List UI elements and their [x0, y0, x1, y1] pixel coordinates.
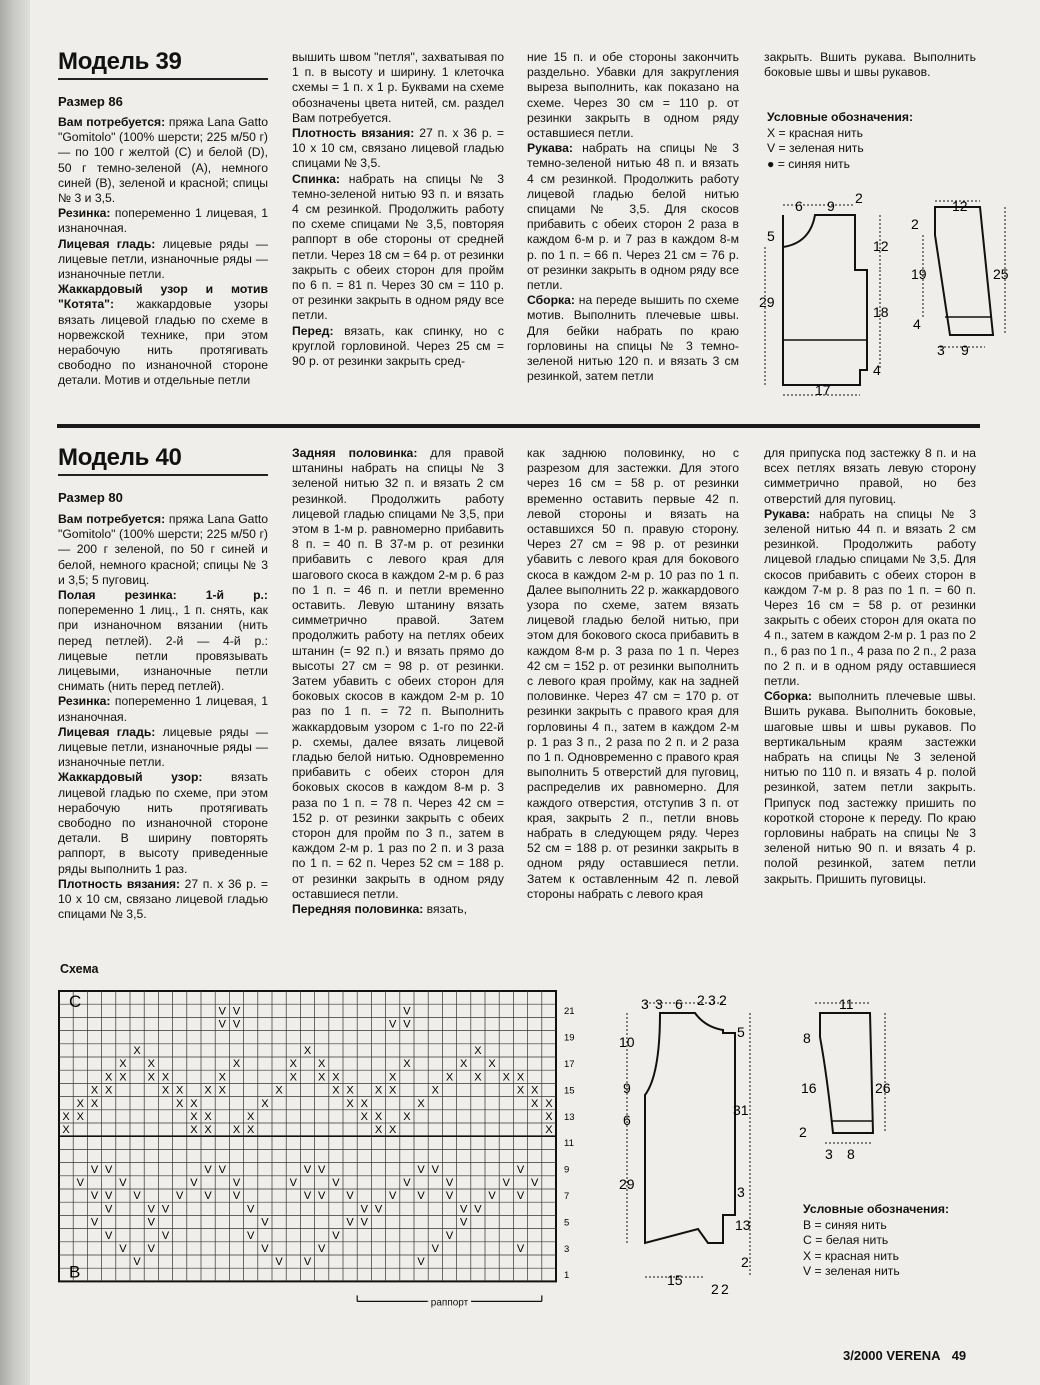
chart-symbol: X	[204, 1084, 212, 1097]
chart-symbol: X	[62, 1124, 70, 1137]
chart-symbol: X	[133, 1045, 141, 1057]
model39-size: Размер 86	[58, 94, 123, 109]
chart-symbol: V	[516, 1243, 525, 1255]
chart-symbol: X	[403, 1111, 411, 1123]
chart-symbol: X	[176, 1084, 184, 1097]
model39-col1-paragraph: Вам потребуется: пряжа Lana Gatto "Gomitolo" (100% шерсти; 225 м/50 г) — по 100 г желтой (С) и белой (D), 50 г темно-зеленой (А), немного синей (В), зеленой и красной; спицы № 3 и 3,5.	[58, 115, 269, 206]
chart-symbol: V	[119, 1177, 127, 1189]
chart-symbol: X	[374, 1084, 383, 1097]
chart-symbol: X	[105, 1071, 113, 1084]
chart-symbol: V	[431, 1243, 439, 1255]
chart-symbol: X	[247, 1124, 255, 1137]
footer-issue	[843, 1348, 966, 1363]
chart-symbol: X	[275, 1084, 283, 1097]
chart-symbol: X	[105, 1084, 113, 1097]
chart-symbol: X	[318, 1058, 326, 1071]
chart-symbol: V	[147, 1243, 155, 1255]
model39-body-top-3: 2	[855, 190, 863, 206]
model40-title: Модель 40	[58, 444, 182, 471]
chart-letter-top: C	[69, 991, 82, 1011]
chart-symbol: V	[346, 1216, 354, 1229]
chart-symbol: V	[261, 1243, 269, 1255]
model39-legend-red: Х = красная нить	[767, 125, 863, 140]
model40-sleeve-diagram	[795, 995, 905, 1165]
model40-body-top-5: 3	[708, 992, 716, 1008]
model40-body-right-5: 2	[741, 1254, 749, 1270]
model40-col1-paragraph: Плотность вязания: 27 п. х 36 р. = 10 х 10 см, связано лицевой гладью спицами № 3,5.	[58, 876, 268, 922]
model39-body-right-3: 4	[873, 362, 881, 378]
chart-symbol: V	[119, 1243, 127, 1255]
model39-sleeve-top: 12	[952, 198, 968, 214]
chart-symbol: V	[176, 1190, 184, 1203]
chart-symbol: V	[204, 1190, 212, 1203]
footer-page-number: 49	[951, 1348, 967, 1363]
chart-symbol: V	[232, 1190, 241, 1203]
model40-col1-paragraph: Полая резинка: 1-й р.: попеременно 1 лиц., 1 п. снять, как при изнаночном вязании (нить перед петлей). 2-й — 4-й р.: лицевые петли провязывать лицевыми, изнаночные петли снимать (нить перед петлей).	[58, 588, 268, 694]
chart-symbol: V	[318, 1163, 326, 1176]
chart-symbol: V	[403, 1177, 411, 1189]
chart-symbol: X	[460, 1058, 468, 1071]
chart-symbol: X	[204, 1111, 212, 1123]
chart-row-number: 11	[564, 1138, 574, 1150]
model39-col3-paragraph: Рукава: набрать на спицы № 3 темно-зеленой нитью 48 п. и вязать 4 см резинкой. Продолжить работу лицевой гладью белой нитью спицами № 3,5. Для скосов прибавить с обеих сторон 2 раза в каждом 6-м р. и 7 раз в каждом 8-м р. по 1 п. = 66 п. Через 21 см = 76 р. от резинки закрыть в одном ряду все петли.	[527, 141, 739, 293]
model40-sleeve-outline	[820, 1013, 873, 1133]
chart-symbol: V	[147, 1216, 155, 1229]
model40-col1-paragraph: Вам потребуется: пряжа Lana Gatto "Gomitolo" (100% шерсти; 225 м/50 г) — 200 г зеленой, по 50 г синей и белой, немного красной; спицы № 3 и 3,5; 5 пуговиц.	[58, 512, 269, 587]
model40-col2-paragraph: Задняя половинка: для правой штанины набрать на спицы № 3 зеленой нитью 32 п. и вязать 2 см резинкой. Продолжить работу лицевой гладью спицами № 3,5, при этом в 1-м р. равномерно прибавить 8 п. = 40 п. В 37-м р. от резинки прибавить с левого края для шагового скоса в каждом 2-м р. 6 раз по 1 п. = 46 п. и петли временно оставить. Левую штанину вязать симметрично правой. Затем продолжить работу на петлях обеих штанин (= 92 п.) и вязать прямо до высоты 27 см = 98 р. от резинки. Затем убавить с обеих сторон для боковых скосов в каждом 2-м р. 10 раз по 1 п. = 72 п. Выполнить жаккардовым узором с 1-го по 22-й р. схемы, далее вязать лицевой гладью белой нитью. Одновременно прибавить с обеих сторон для боковых скосов в каждом 8-м р. 3 раза по 1 п. = 78 п. Через 42 см = 152 р. от резинки закрыть с обеих сторон для пройм по 3 п., затем в каждом 2-м р. 1 раз по 2 п. и 3 раза по 1 п. = 62 п. Через 52 см = 188 р. от резинки закрыть в одном ряду оставшиеся петли.	[292, 446, 504, 901]
model40-column-4	[764, 446, 976, 887]
model39-legend-title: Условные обозначения:	[767, 110, 914, 124]
model40-body-bottom-1: 15	[667, 1272, 683, 1288]
chart-symbol: X	[474, 1071, 482, 1084]
model40-sleeve-bottom-2: 8	[847, 1146, 855, 1162]
chart-symbol: X	[346, 1097, 354, 1110]
model40-body-diagram	[605, 985, 775, 1305]
chart-symbol: V	[90, 1163, 99, 1176]
chart-row-number: 13	[564, 1111, 575, 1123]
model39-title-underline	[58, 78, 268, 80]
chart-row-number: 9	[564, 1164, 570, 1176]
model39-sleeve-bottom-2: 9	[961, 342, 969, 358]
page-spine-shadow	[0, 0, 30, 1385]
chart-symbol: X	[346, 1084, 354, 1097]
chart-symbol: V	[531, 1177, 539, 1189]
chart-symbol: X	[190, 1111, 198, 1123]
chart-symbol: X	[90, 1084, 99, 1097]
model40-body-top-2: 3	[655, 996, 663, 1012]
chart-symbol: V	[516, 1163, 525, 1176]
model40-title-underline	[58, 474, 268, 476]
model39-col4-paragraph: закрыть. Вшить рукава. Выполнить боковые швы и швы рукавов.	[764, 50, 976, 80]
chart-symbol: X	[374, 1124, 383, 1137]
model40-legend-red: Х = красная нить	[803, 1248, 899, 1263]
chart-symbol: V	[332, 1229, 340, 1242]
chart-letter-bottom: B	[69, 1262, 81, 1282]
chart-symbol: V	[417, 1163, 425, 1176]
model39-sleeve-right: 25	[993, 266, 1009, 282]
chart-symbol: X	[147, 1071, 155, 1084]
chart-symbol: X	[403, 1058, 411, 1071]
model40-body-bottom-2: 2	[711, 1281, 719, 1297]
chart-symbol: V	[161, 1203, 170, 1216]
chart-symbol: X	[76, 1097, 84, 1110]
chart-row-number: 17	[564, 1059, 575, 1070]
chart-symbol: V	[105, 1203, 113, 1216]
chart-symbol: X	[374, 1111, 383, 1123]
chart-symbol: V	[318, 1243, 326, 1255]
chart-symbol: X	[218, 1071, 226, 1084]
model40-column-1	[58, 512, 268, 922]
model40-body-right-4: 13	[735, 1217, 751, 1233]
chart-symbol: X	[431, 1084, 439, 1097]
chart-symbol: V	[431, 1163, 439, 1176]
chart-symbol: V	[247, 1229, 255, 1242]
model40-body-left-1: 10	[619, 1034, 635, 1050]
model39-col1-paragraph: Лицевая гладь: лицевые ряды — лицевые петли, изнаночные ряды — изнаночные петли.	[58, 236, 268, 282]
model39-sleeve-bottom-1: 3	[937, 342, 945, 358]
chart-symbol: V	[105, 1229, 113, 1242]
chart-symbol: X	[289, 1058, 297, 1071]
model40-col3-paragraph: как заднюю половинку, но с разрезом для застежки. Для этого через 16 см = 58 р. от резинки временно оставить первые 42 п. левой стороны и вязать на оставшихся 50 п. правую сторону. Через 27 см = 98 р. от резинки убавить с левого края для бокового скоса в каждом 2-м р. 10 раз по 1 п. Далее выполнить 22 р. жаккардового узора по схеме, затем вязать лицевой гладью белой нитью, при этом для бокового скоса прибавить в каждом 8-м р. 3 раза по 1 п. Через 42 см = 152 р. от резинки выполнить с левого края пройму, как на задней половинке. Через 47 см = 170 р. от резинки закрыть с правого края для горловины 4 п., затем в каждом 2-м р. 1 раз 3 п., 2 раза по 2 п. и 2 раза по 1 п. Одновременно с правого края выполнить 5 отверстий для пуговиц, распределив их равномерно. Для каждого отверстия, отступив 3 п. от края, закрыть 2 п., петли вновь набрать в следующем ряду. Через 52 см = 188 р. от резинки закрыть в одном ряду оставшиеся петли. Затем к оставленным 42 п. левой стороны набрать с левого края	[527, 446, 739, 901]
model39-col2-paragraph: Плотность вязания: 27 п. х 36 р. = 10 х 10 см, связано лицевой гладью спицами № 3,5.	[292, 126, 504, 171]
chart-row-number: 3	[564, 1243, 570, 1255]
chart-symbol: V	[417, 1256, 425, 1269]
chart-symbol: V	[232, 1005, 241, 1018]
chart-symbol: V	[516, 1190, 525, 1203]
chart-symbol: X	[218, 1084, 226, 1097]
chart-symbol: X	[161, 1084, 170, 1097]
model40-legend-green: V = зеленая нить	[803, 1264, 900, 1278]
footer-issue-name: 3/2000 VERENA	[843, 1348, 941, 1363]
chart-symbol: X	[389, 1084, 397, 1097]
chart-symbol: V	[90, 1190, 99, 1203]
chart-symbol: X	[417, 1097, 425, 1110]
model39-body-right-1: 12	[873, 238, 889, 254]
model40-legend-white: С = белая нить	[803, 1233, 889, 1247]
model39-col1-paragraph: Резинка: попеременно 1 лицевая, 1 изнаночная.	[58, 206, 268, 236]
model40-col1-paragraph: Лицевая гладь: лицевые ряды — лицевые петли, изнаночные ряды — изнаночные петли.	[58, 724, 268, 770]
model39-legend-green: V = зеленая нить	[767, 141, 864, 155]
chart-symbol: X	[176, 1097, 184, 1110]
model40-col1-paragraph: Резинка: попеременно 1 лицевая, 1 изнаночная.	[58, 694, 268, 724]
chart-symbol: X	[62, 1111, 70, 1123]
chart-symbol: V	[474, 1203, 482, 1216]
model39-title: Модель 39	[58, 48, 182, 75]
model39-body-left-1: 5	[767, 228, 775, 244]
model40-column-3	[527, 446, 739, 902]
chart-symbol: X	[232, 1124, 241, 1137]
model40-body-top-6: 2	[719, 992, 727, 1008]
model40-body-left-4: 29	[619, 1176, 635, 1192]
model39-body-top-2: 9	[827, 198, 835, 214]
model40-legend	[803, 1202, 949, 1280]
chart-symbol: V	[360, 1203, 368, 1216]
model40-size: Размер 80	[58, 490, 123, 505]
model40-body-bottom-3: 2	[721, 1281, 729, 1297]
chart-symbol: V	[218, 1018, 226, 1031]
model40-body-outline	[645, 1013, 735, 1243]
chart-symbol: X	[318, 1071, 326, 1084]
model40-sleeve-left-2: 16	[801, 1080, 817, 1096]
model39-body-top-1: 6	[795, 198, 803, 214]
model40-sleeve-bottom-1: 3	[825, 1146, 833, 1162]
chart-symbol: X	[474, 1045, 482, 1057]
model39-sleeve-left-3: 4	[913, 316, 921, 332]
chart-symbol: V	[303, 1190, 312, 1203]
chart-symbol: X	[516, 1071, 525, 1084]
chart-symbol: X	[247, 1111, 255, 1123]
model39-sleeve-left-2: 19	[911, 266, 927, 282]
chart-symbol: V	[190, 1177, 198, 1189]
model39-col2-paragraph: Спинка: набрать на спицы № 3 темно-зеленой нитью 93 п. и вязать 4 см резинкой. Продолжить работу по схеме спицами № 3,5, повторяя раппорт в обе стороны от средней петли. Через 18 см = 64 р. от резинки закрыть с обеих сторон для пройм по 6 п. = 81 п. Через 30 см = 110 р. от резинки закрыть в одном ряду все петли.	[292, 171, 504, 323]
model39-legend	[767, 110, 913, 172]
chart-symbol: V	[261, 1216, 269, 1229]
chart-symbol: X	[389, 1124, 397, 1137]
chart-symbol: X	[332, 1084, 340, 1097]
chart-symbol: V	[90, 1216, 99, 1229]
chart-symbol: V	[389, 1018, 397, 1031]
chart-symbol: V	[232, 1018, 241, 1031]
chart-symbol: V	[105, 1190, 113, 1203]
chart-symbol: V	[318, 1190, 326, 1203]
model39-column-4	[764, 50, 976, 80]
chart-symbol: X	[289, 1071, 297, 1084]
knitting-chart	[55, 983, 590, 1328]
model39-col3-paragraph: ние 15 п. и обе стороны закончить раздельно. Убавки для закругления выреза выполнить, как показано на схеме. Через 30 см = 110 р. от резинки закрыть в одном ряду оставшиеся петли.	[527, 50, 739, 141]
model40-legend-title: Условные обозначения:	[803, 1202, 950, 1216]
chart-symbol: X	[445, 1071, 454, 1084]
chart-row-number: 19	[564, 1032, 575, 1044]
model39-column-1	[58, 115, 268, 389]
chart-symbol: V	[232, 1177, 241, 1189]
model39-sleeve-diagram	[905, 195, 1025, 365]
chart-symbol: X	[204, 1124, 212, 1137]
model40-sleeve-top: 11	[839, 996, 854, 1012]
model39-body-right-2: 18	[873, 304, 889, 320]
chart-symbol: V	[161, 1229, 170, 1242]
chart-symbol: X	[90, 1097, 99, 1110]
chart-symbol: V	[488, 1190, 496, 1203]
chart-row-number: 7	[564, 1191, 570, 1202]
chart-symbol: X	[190, 1124, 198, 1137]
model39-col2-paragraph: вышить швом "петля", захватывая по 1 п. в высоту и ширину. 1 клеточка схемы = 1 п. х 1 р. Буквами на схеме обозначены цвета нитей, см. раздел Вам потребуется.	[292, 50, 504, 125]
chart-symbol: X	[488, 1058, 496, 1071]
model40-body-left-2: 9	[623, 1080, 631, 1096]
section-separator	[57, 424, 980, 428]
chart-symbol: V	[76, 1177, 84, 1189]
repeat-label: раппорт	[430, 1297, 469, 1309]
model39-col1-paragraph: Жаккардовый узор и мотив "Котята": жаккардовые узоры вязать лицевой гладью по схеме в норвежской технике, при этом нерабочую нить протягивать свободно по изнаночной стороне детали. Мотив и отдельные петли	[58, 282, 268, 388]
model40-body-right-2: 31	[733, 1102, 749, 1118]
chart-symbol: X	[147, 1058, 155, 1071]
model39-legend-blue: ● = синяя нить	[767, 156, 850, 171]
chart-symbol: V	[218, 1163, 226, 1176]
model40-sleeve-right: 26	[875, 1080, 891, 1096]
model39-col3-paragraph: Сборка: на переде вышить по схеме мотив. Выполнить плечевые швы. Для бейки набрать по краю горловины на спицы № 3 темно-зеленой нитью 120 п. и вязать 3 см резинкой, затем петли	[527, 293, 739, 384]
chart-symbol: X	[389, 1071, 397, 1084]
chart-symbol: X	[332, 1071, 340, 1084]
chart-symbol: V	[303, 1163, 312, 1176]
chart-symbol: V	[332, 1177, 340, 1189]
model40-column-2	[292, 446, 504, 917]
chart-symbol: V	[403, 1018, 411, 1031]
chart-symbol: V	[346, 1190, 354, 1203]
model40-col4-paragraph: Сборка: выполнить плечевые швы. Вшить рукава. Выполнить боковые, шаговые швы и швы рукавов. По вертикальным краям застежки набрать на спицы № 3 зеленой нитью по 110 п. и вязать 4 р. полой резинкой, затем петли закрыть. Припуск под застежку пришить по короткой стороне к переду. По краю горловины набрать на спицы № 3 зеленой нитью 90 п. и вязать 4 р. полой резинкой, затем петли закрыть. Пришить пуговицы.	[764, 689, 976, 886]
model39-sleeve-left-1: 2	[911, 216, 919, 232]
model40-body-right-1: 5	[737, 1024, 745, 1040]
chart-symbol: V	[289, 1177, 297, 1189]
chart-symbol: X	[261, 1097, 269, 1110]
model39-body-outline	[783, 215, 867, 385]
model40-col4-paragraph: Рукава: набрать на спицы № 3 зеленой нитью 44 п. и вязать 2 см резинкой. Продолжить работу лицевой гладью спицами № 3,5. Для скосов прибавить с обеих сторон в каждом 7-м р. 8 раз по 1 п. = 60 п. Через 16 см = 58 р. от резинки закрыть с обеих сторон для оката по 4 п., затем в каждом 2-м р. 1 раз по 2 п., 6 раз по 1 п., 4 раза по 2 п., 2 раза по 2 п. и в одном ряду оставшиеся петли.	[764, 506, 976, 689]
chart-symbol: X	[516, 1084, 525, 1097]
chart-symbol: X	[119, 1071, 127, 1084]
model40-col4-paragraph: для припуска под застежку 8 п. и на всех петлях вязать левую сторону симметрично правой, но без отверстий для пуговиц.	[764, 446, 976, 506]
model40-sleeve-left-1: 8	[803, 1030, 811, 1046]
chart-symbol: V	[204, 1163, 212, 1176]
model40-body-left-3: 6	[623, 1112, 631, 1128]
chart-symbol: X	[545, 1124, 553, 1137]
chart-symbol: V	[133, 1190, 141, 1203]
model39-body-diagram	[755, 185, 900, 400]
chart-symbol: X	[303, 1045, 312, 1057]
model39-body-bottom: 17	[815, 382, 831, 398]
chart-symbol: V	[247, 1203, 255, 1216]
chart-symbol: V	[460, 1216, 468, 1229]
chart-symbol: V	[417, 1190, 425, 1203]
chart-row-number: 15	[564, 1085, 575, 1097]
chart-symbol: V	[445, 1177, 454, 1189]
chart-symbol: V	[105, 1163, 113, 1176]
chart-symbol: V	[502, 1177, 510, 1189]
chart-symbol: V	[218, 1005, 226, 1018]
chart-symbol: X	[502, 1071, 510, 1084]
chart-symbol: X	[232, 1058, 241, 1071]
chart-symbol: X	[161, 1071, 170, 1084]
chart-symbol: V	[275, 1256, 283, 1269]
chart-row-number: 21	[564, 1006, 575, 1018]
chart-symbol: X	[190, 1097, 198, 1110]
chart-symbol: X	[545, 1111, 553, 1123]
model39-body-left-2: 29	[759, 294, 775, 310]
chart-row-number: 5	[564, 1217, 570, 1229]
chart-symbol: V	[360, 1216, 368, 1229]
chart-symbol: V	[147, 1203, 155, 1216]
model40-body-top-4: 2	[697, 992, 705, 1008]
chart-symbol: X	[531, 1084, 539, 1097]
chart-symbol: V	[303, 1256, 312, 1269]
model40-col1-paragraph: Жаккардовый узор: вязать лицевой гладью по схеме, при этом нерабочую нить протягивать свободно по изнаночной стороне детали. В ширину повторять раппорт, в высоту приведенные ряды выполнить 1 раз.	[58, 770, 269, 876]
chart-row-number: 1	[564, 1270, 570, 1282]
chart-symbol: X	[119, 1058, 127, 1071]
model40-body-top-3: 6	[675, 996, 683, 1012]
schema-label: Схема	[60, 962, 99, 976]
chart-symbol: X	[76, 1111, 84, 1123]
model39-column-3	[527, 50, 739, 384]
model39-col2-paragraph: Перед: вязать, как спинку, но с круглой горловиной. Через 25 см = 90 р. от резинки закрыть сред-	[292, 323, 504, 369]
model39-sleeve-outline	[935, 207, 993, 335]
chart-symbol: V	[403, 1005, 411, 1018]
chart-symbol: V	[445, 1229, 454, 1242]
model40-col2-paragraph: Передняя половинка: вязать,	[292, 902, 468, 917]
model40-body-right-3: 3	[737, 1184, 745, 1200]
chart-symbol: X	[545, 1097, 553, 1110]
model40-sleeve-left-3: 2	[799, 1124, 807, 1140]
chart-symbol: X	[360, 1111, 368, 1123]
chart-symbol: V	[445, 1190, 454, 1203]
model39-column-2	[292, 50, 504, 369]
chart-symbol: X	[531, 1097, 539, 1110]
chart-symbol: X	[360, 1097, 368, 1110]
chart-symbol: V	[133, 1256, 141, 1269]
chart-symbol: V	[460, 1203, 468, 1216]
model40-legend-blue: В = синяя нить	[803, 1217, 887, 1232]
model40-body-top-1: 3	[641, 996, 649, 1012]
chart-symbol: V	[389, 1190, 397, 1203]
chart-symbol: V	[374, 1203, 383, 1216]
